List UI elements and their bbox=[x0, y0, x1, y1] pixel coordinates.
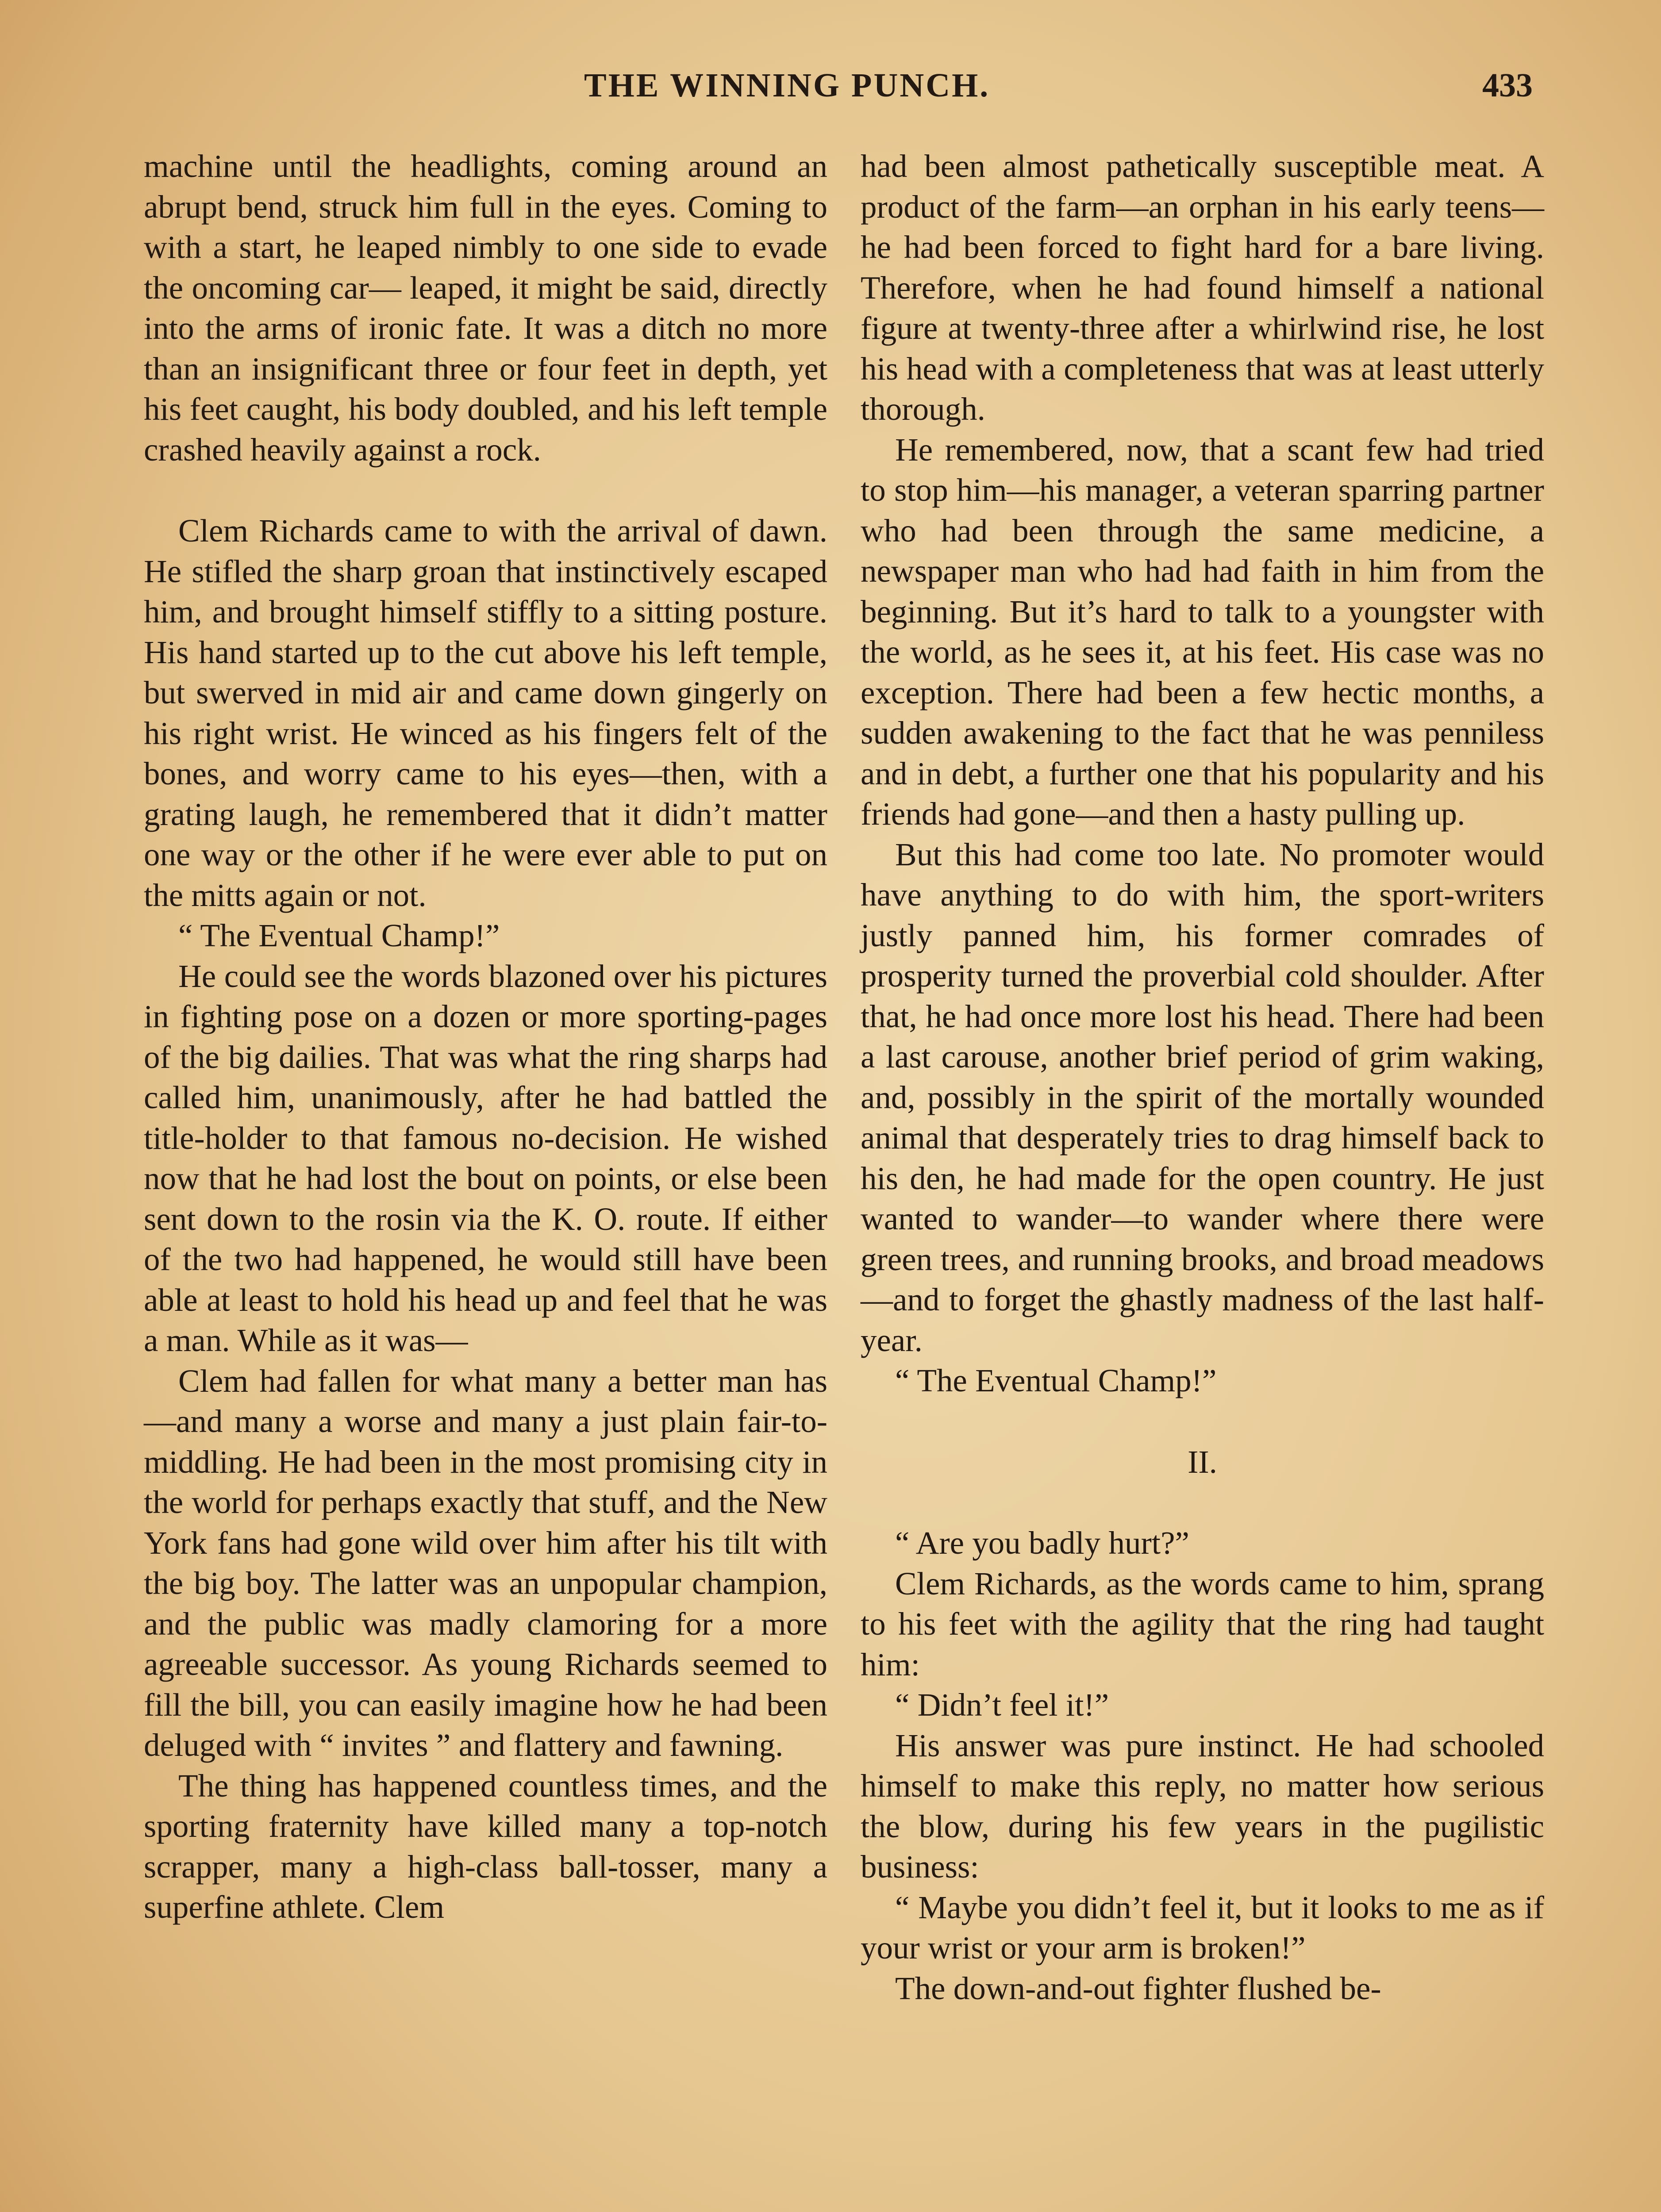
paragraph: Clem Richards came to with the arrival of dawn. He stifled the sharp groan that instinctively escaped him, and brought himself stiffly to a sitting posture. His hand started up to the cut above his left temple, but swerved in mid air and came down gingerly on his right wrist. He winced as his fingers felt of the bones, and worry came to his eyes—then, with a grating laugh, he remembered that it didn’t matter one way or the other if he were ever able to put on the mitts again or not. bbox=[144, 513, 827, 913]
paragraph: But this had come too late. No promoter would have anything to do with him, the sport-writers justly panned him, his former comrades of prosperity turned the proverbial cold shoulder. After that, he had once more lost his head. There had been a last carouse, another brief period of grim waking, and, possibly in the spirit of the mortally wounded animal that desperately tries to drag himself back to his den, he had made for the open country. He just wanted to wander—to wander where there were green trees, and running brooks, and broad meadows—and to forget the ghastly madness of the last half-year. bbox=[861, 836, 1544, 1358]
running-title: THE WINNING PUNCH. bbox=[584, 67, 990, 104]
paragraph: machine until the headlights, coming around an abrupt bend, struck him full in the eyes. Coming to with a start, he leaped nimbly to one side to evade the oncoming car— leaped, it might be said, directly into the arms of ironic fate. It was a ditch no more than an insignificant three or four feet in depth, yet his feet caught, his body doubled, and his left temple crashed heavily against a rock. bbox=[144, 148, 827, 468]
paragraph: “ Didn’t feel it!” bbox=[895, 1687, 1109, 1723]
page-header bbox=[0, 66, 1661, 119]
paragraph: He remembered, now, that a scant few had tried to stop him—his manager, a veteran sparring partner who had been through the same medicine, a newspaper man who had had faith in him from the beginning. But it’s hard to talk to a youngster with the world, as he sees it, at his feet. His case was no exception. There had been a few hectic months, a sudden awakening to the fact that he was penniless and in debt, a further one that his popularity and his friends had gone—and then a hasty pulling up. bbox=[861, 431, 1544, 832]
paragraph: The down-and-out fighter flushed be- bbox=[895, 1970, 1381, 2006]
paragraph: “ Are you badly hurt?” bbox=[895, 1525, 1189, 1561]
paragraph: “ The Eventual Champ!” bbox=[895, 1363, 1217, 1398]
paragraph: Clem had fallen for what many a better man has—and many a worse and many a just plain fair-to-middling. He had been in the most promising city in the world for perhaps exactly that stuff, and the New York fans had gone wild over him after his tilt with the big boy. The latter was an unpopular champion, and the public was madly clamoring for a more agreeable successor. As young Richards seemed to fill the bill, you can easily imagine how he had been deluged with “ invites ” and flattery and fawning. bbox=[144, 1363, 827, 1763]
right-column bbox=[861, 146, 1544, 2008]
page-number: 433 bbox=[1482, 67, 1533, 104]
section-heading: II. bbox=[1188, 1444, 1217, 1480]
paragraph: He could see the words blazoned over his pictures in fighting pose on a dozen or more sporting-pages of the big dailies. That was what the ring sharps had called him, unanimously, after he had battled the title-holder to that famous no-decision. He wished now that he had lost the bout on points, or else been sent down to the rosin via the K. O. route. If either of the two had happened, he would still have been able at least to hold his head up and feel that he was a man. While as it was— bbox=[144, 958, 827, 1358]
paragraph: Clem Richards, as the words came to him, sprang to his feet with the agility that the ring had taught him: bbox=[861, 1565, 1544, 1682]
paragraph: had been almost pathetically susceptible meat. A product of the farm—an orphan in his early teens—he had been forced to fight hard for a bare living. Therefore, when he had found himself a national figure at twenty-three after a whirlwind rise, he lost his head with a completeness that was at least utterly thorough. bbox=[861, 148, 1544, 427]
paragraph: The thing has happened countless times, and the sporting fraternity have killed many a top-notch scrapper, many a high-class ball-tosser, many a superfine athlete. Clem bbox=[144, 1767, 827, 1925]
paragraph: “ The Eventual Champ!” bbox=[178, 918, 500, 953]
paragraph: “ Maybe you didn’t feel it, but it looks to me as if your wrist or your arm is broken!” bbox=[861, 1889, 1544, 1966]
left-column bbox=[144, 146, 827, 1928]
paragraph: His answer was pure instinct. He had schooled himself to make this reply, no matter how serious the blow, during his few years in the pugilistic business: bbox=[861, 1727, 1544, 1885]
